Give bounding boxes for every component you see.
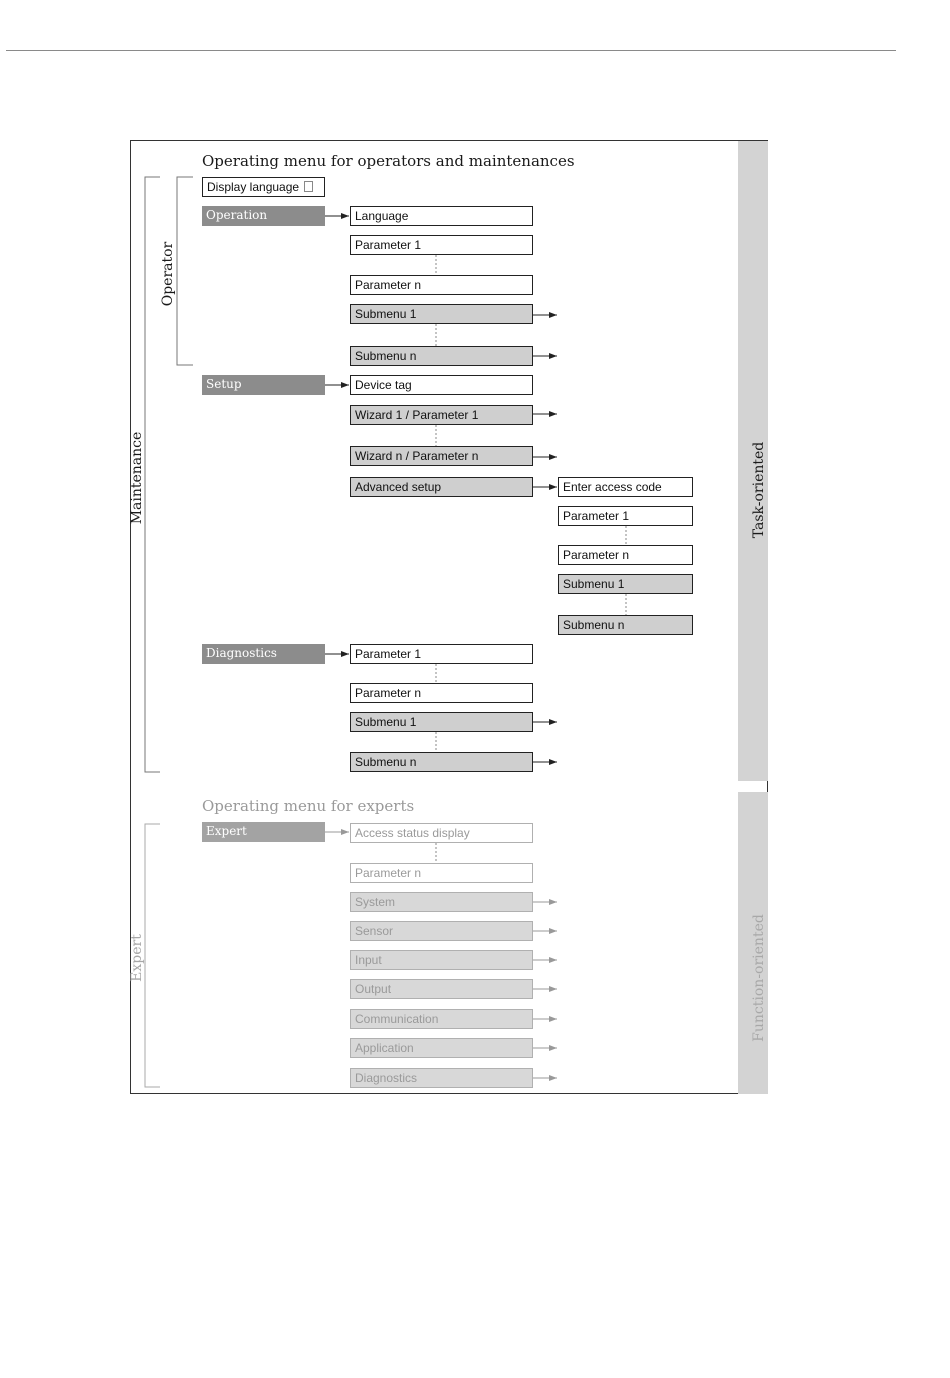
setup-wizard-n[interactable]: Wizard n / Parameter n bbox=[350, 446, 533, 466]
expert-input[interactable]: Input bbox=[350, 950, 533, 970]
operation-menu[interactable]: Operation bbox=[202, 206, 325, 226]
expert-diagnostics[interactable]: Diagnostics bbox=[350, 1068, 533, 1088]
advanced-submenu-1[interactable]: Submenu 1 bbox=[558, 574, 693, 594]
expert-communication[interactable]: Communication bbox=[350, 1009, 533, 1029]
expert-output[interactable]: Output bbox=[350, 979, 533, 999]
operation-parameter-n[interactable]: Parameter n bbox=[350, 275, 533, 295]
expert-menu[interactable]: Expert bbox=[202, 822, 325, 842]
display-language-label: Display language bbox=[207, 180, 300, 194]
diagnostics-parameter-1[interactable]: Parameter 1 bbox=[350, 644, 533, 664]
expert-system[interactable]: System bbox=[350, 892, 533, 912]
maintenance-label: Maintenance bbox=[129, 431, 145, 525]
operation-parameter-1[interactable]: Parameter 1 bbox=[350, 235, 533, 255]
function-oriented-label: Function-oriented bbox=[751, 914, 767, 1042]
diagnostics-submenu-1[interactable]: Submenu 1 bbox=[350, 712, 533, 732]
expert-label: Expert bbox=[129, 934, 145, 982]
diagnostics-submenu-n[interactable]: Submenu n bbox=[350, 752, 533, 772]
expert-sensor[interactable]: Sensor bbox=[350, 921, 533, 941]
diagnostics-menu[interactable]: Diagnostics bbox=[202, 644, 325, 664]
experts-menu-heading: Operating menu for experts bbox=[202, 797, 415, 815]
advanced-enter-access-code[interactable]: Enter access code bbox=[558, 477, 693, 497]
operation-submenu-n[interactable]: Submenu n bbox=[350, 346, 533, 366]
operator-label: Operator bbox=[160, 241, 176, 307]
display-language-box[interactable] bbox=[202, 177, 325, 197]
operation-language[interactable]: Language bbox=[350, 206, 533, 226]
diagnostics-parameter-n[interactable]: Parameter n bbox=[350, 683, 533, 703]
setup-device-tag[interactable]: Device tag bbox=[350, 375, 533, 395]
expert-parameter-n[interactable]: Parameter n bbox=[350, 863, 533, 883]
operators-menu-heading: Operating menu for operators and maintenances bbox=[202, 152, 575, 170]
setup-wizard-1[interactable]: Wizard 1 / Parameter 1 bbox=[350, 405, 533, 425]
advanced-parameter-1[interactable]: Parameter 1 bbox=[558, 506, 693, 526]
operation-submenu-1[interactable]: Submenu 1 bbox=[350, 304, 533, 324]
expert-access-status-display[interactable]: Access status display bbox=[350, 823, 533, 843]
advanced-submenu-n[interactable]: Submenu n bbox=[558, 615, 693, 635]
task-oriented-label: Task-oriented bbox=[751, 441, 767, 539]
checkbox-icon bbox=[304, 181, 313, 192]
setup-advanced-setup[interactable]: Advanced setup bbox=[350, 477, 533, 497]
expert-application[interactable]: Application bbox=[350, 1038, 533, 1058]
advanced-parameter-n[interactable]: Parameter n bbox=[558, 545, 693, 565]
setup-menu[interactable]: Setup bbox=[202, 375, 325, 395]
